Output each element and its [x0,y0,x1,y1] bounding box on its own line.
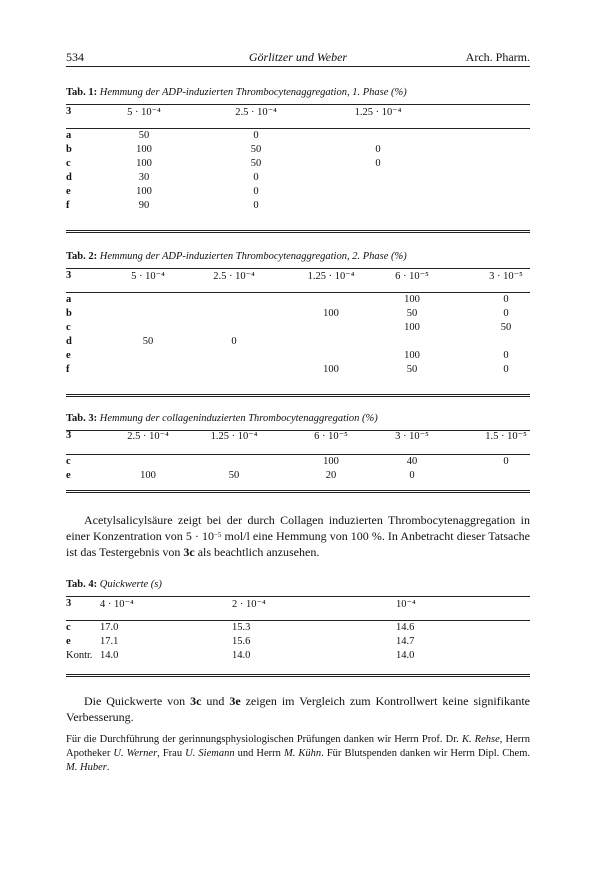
table-1-title: Hemmung der ADP-induzierten Thrombocytenaggregation, 1. Phase (%) [99,87,407,98]
paragraph-aspirin [66,512,530,560]
table-cell: 100 [323,456,339,467]
ack-name-4: M. Kühn [283,748,322,759]
table-cell: 100 [140,470,156,481]
table-rule [66,676,530,677]
table-cell: 20 [325,470,337,481]
table-3-title: Hemmung der collageninduzierten Thrombocytenaggregation (%) [99,413,378,424]
table-cell: 0 [503,364,509,375]
table-cell: 0 [375,144,381,155]
table-2 [66,262,530,400]
table-cell: 100 [323,364,339,375]
table-header-cell: 1.5 · 10⁻⁵ [485,431,527,442]
table-cell: 50 [228,470,240,481]
table-cell: 0 [503,456,509,467]
row-label: e [66,350,71,361]
table-cell: 0 [253,130,259,141]
row-label: c [66,158,71,169]
table-rule [66,230,530,231]
ack-name-1: K. Rehse [461,734,500,745]
table-header-cell: 3 · 10⁻⁵ [395,431,429,442]
table-rule [66,454,530,455]
table-4-title: Quickwerte (s) [99,579,162,590]
row-label: b [66,308,72,319]
journal-name: Arch. Pharm. [465,50,530,64]
row-label: e [66,186,71,197]
row-label: Kontr. [66,650,93,661]
table-cell: 50 [406,308,418,319]
table-cell: 0 [231,336,237,347]
table-4 [66,590,530,679]
table-header-cell: 3 · 10⁻⁵ [489,271,523,282]
compound-3c: 3c [183,545,195,559]
row-label: c [66,622,71,633]
table-2-title: Hemmung der ADP-induzierten Thrombocytenaggregation, 2. Phase (%) [99,251,407,262]
table-header-cell: 2.5 · 10⁻⁴ [127,431,169,442]
ack-name-3: U. Siemann [185,748,235,759]
table-cell: 50 [250,158,262,169]
table-3 [66,424,530,495]
table-cell: 100 [136,158,152,169]
table-rule [66,596,530,597]
table-cell: 50 [500,322,512,333]
table-cell: 100 [404,350,420,361]
table-header-cell: 6 · 10⁻⁵ [314,431,348,442]
table-2-label: Tab. 2: [66,251,98,262]
table-cell: 90 [138,200,150,211]
table-cell: 100 [404,294,420,305]
table-cell: 0 [503,308,509,319]
paragraph-quickwerte [66,693,530,725]
table-rule [66,232,530,233]
table-3-caption [66,413,530,424]
acknowledgement [66,733,530,775]
table-header-cell: 2 · 10⁻⁴ [232,599,266,610]
ack-text-3: , Frau [157,748,186,759]
table-cell: 100 [136,186,152,197]
compound-3c-ref: 3c [190,694,202,708]
table-cell: 17.1 [100,636,119,647]
table-header-cell: 10⁻⁴ [396,599,416,610]
table-header-cell: 1.25 · 10⁻⁴ [307,271,355,282]
table-cell: 100 [404,322,420,333]
paragraph-2-text-c: zeigen im Vergleich zum Kontrollwert keine signifikante Verbesserung. [66,694,530,724]
row-label: b [66,144,72,155]
table-header-cell: 5 · 10⁻⁴ [131,271,165,282]
ack-name-2: U. Werner [113,748,158,759]
paragraph-1-text-a: Acetylsalicylsäure zeigt bei der durch Collagen induzierten Thrombocytenaggregation in einer Konzentration von 5 · 10 [66,513,530,543]
table-cell: 14.6 [396,622,415,633]
ack-text-2: , Herrn Apotheker [66,734,530,759]
row-label: c [66,322,71,333]
table-rule [66,104,530,105]
table-3-label: Tab. 3: [66,413,98,424]
table-cell: 100 [136,144,152,155]
table-header-cell: 3 [66,106,72,117]
table-rule [66,292,530,293]
table-cell: 15.3 [232,622,251,633]
table-cell: 0 [375,158,381,169]
table-rule [66,396,530,397]
table-rule [66,620,530,621]
table-cell: 14.0 [232,650,251,661]
table-1 [66,98,530,236]
row-label: a [66,294,72,305]
running-header [66,46,530,66]
header-rule [66,66,530,67]
paragraph-2-text-b: und [201,694,230,708]
compound-3e-ref: 3e [229,694,241,708]
row-label: f [66,364,70,375]
paragraph-1-exponent: −5 [213,531,222,539]
table-header-cell: 2.5 · 10⁻⁴ [235,107,277,118]
row-label: d [66,172,72,183]
row-label: c [66,456,71,467]
table-rule [66,268,530,269]
table-rule [66,394,530,395]
table-header-cell: 1.25 · 10⁻⁴ [354,107,402,118]
table-cell: 14.7 [396,636,415,647]
table-4-label: Tab. 4: [66,579,98,590]
table-header-cell: 5 · 10⁻⁴ [127,107,161,118]
table-header-cell: 1.25 · 10⁻⁴ [210,431,258,442]
table-cell: 0 [503,294,509,305]
running-authors: Görlitzer und Weber [248,50,348,64]
paragraph-2-text-a: Die Quickwerte von [84,694,191,708]
table-cell: 0 [253,172,259,183]
table-rule [66,490,530,491]
table-cell: 50 [142,336,154,347]
table-header-cell: 2.5 · 10⁻⁴ [213,271,255,282]
table-cell: 15.6 [232,636,251,647]
table-2-caption [66,251,530,262]
table-rule [66,674,530,675]
table-cell: 50 [138,130,150,141]
ack-text-6: . [106,762,110,773]
table-header-cell: 3 [66,598,72,609]
paragraph-1-text-c: als beachtlich anzusehen. [194,545,320,559]
row-label: e [66,636,71,647]
row-label: e [66,470,71,481]
table-4-caption [66,579,530,590]
table-cell: 0 [253,200,259,211]
table-rule [66,128,530,129]
paragraph-1-text-b: mol/l eine Hemmung von 100 %. In Anbetracht dieser Tatsache ist das Testergebnis von [66,529,531,559]
ack-text-4: und Herrn [234,748,284,759]
ack-name-5: M. Huber [66,762,107,773]
table-1-label: Tab. 1: [66,87,98,98]
table-1-caption [66,87,530,98]
row-label: a [66,130,72,141]
table-cell: 0 [503,350,509,361]
table-cell: 14.0 [100,650,119,661]
table-cell: 0 [253,186,259,197]
table-cell: 0 [409,470,415,481]
table-cell: 30 [138,172,150,183]
table-rule [66,492,530,493]
ack-text-5: . Für Blutspenden danken wir Herrn Dipl. Chem. [321,748,531,759]
table-cell: 40 [406,456,418,467]
table-cell: 14.0 [396,650,415,661]
row-label: d [66,336,72,347]
table-cell: 17.0 [100,622,119,633]
table-header-cell: 4 · 10⁻⁴ [100,599,134,610]
table-header-cell: 6 · 10⁻⁵ [395,271,429,282]
page [66,46,530,775]
row-label: f [66,200,70,211]
table-cell: 50 [250,144,262,155]
table-header-cell: 3 [66,270,72,281]
ack-text-1: Für die Durchführung der gerinnungsphysiologischen Prüfungen danken wir Herrn Prof. Dr. [66,734,462,745]
page-number: 534 [66,50,84,64]
table-header-cell: 3 [66,430,72,441]
table-cell: 50 [406,364,418,375]
table-cell: 100 [323,308,339,319]
